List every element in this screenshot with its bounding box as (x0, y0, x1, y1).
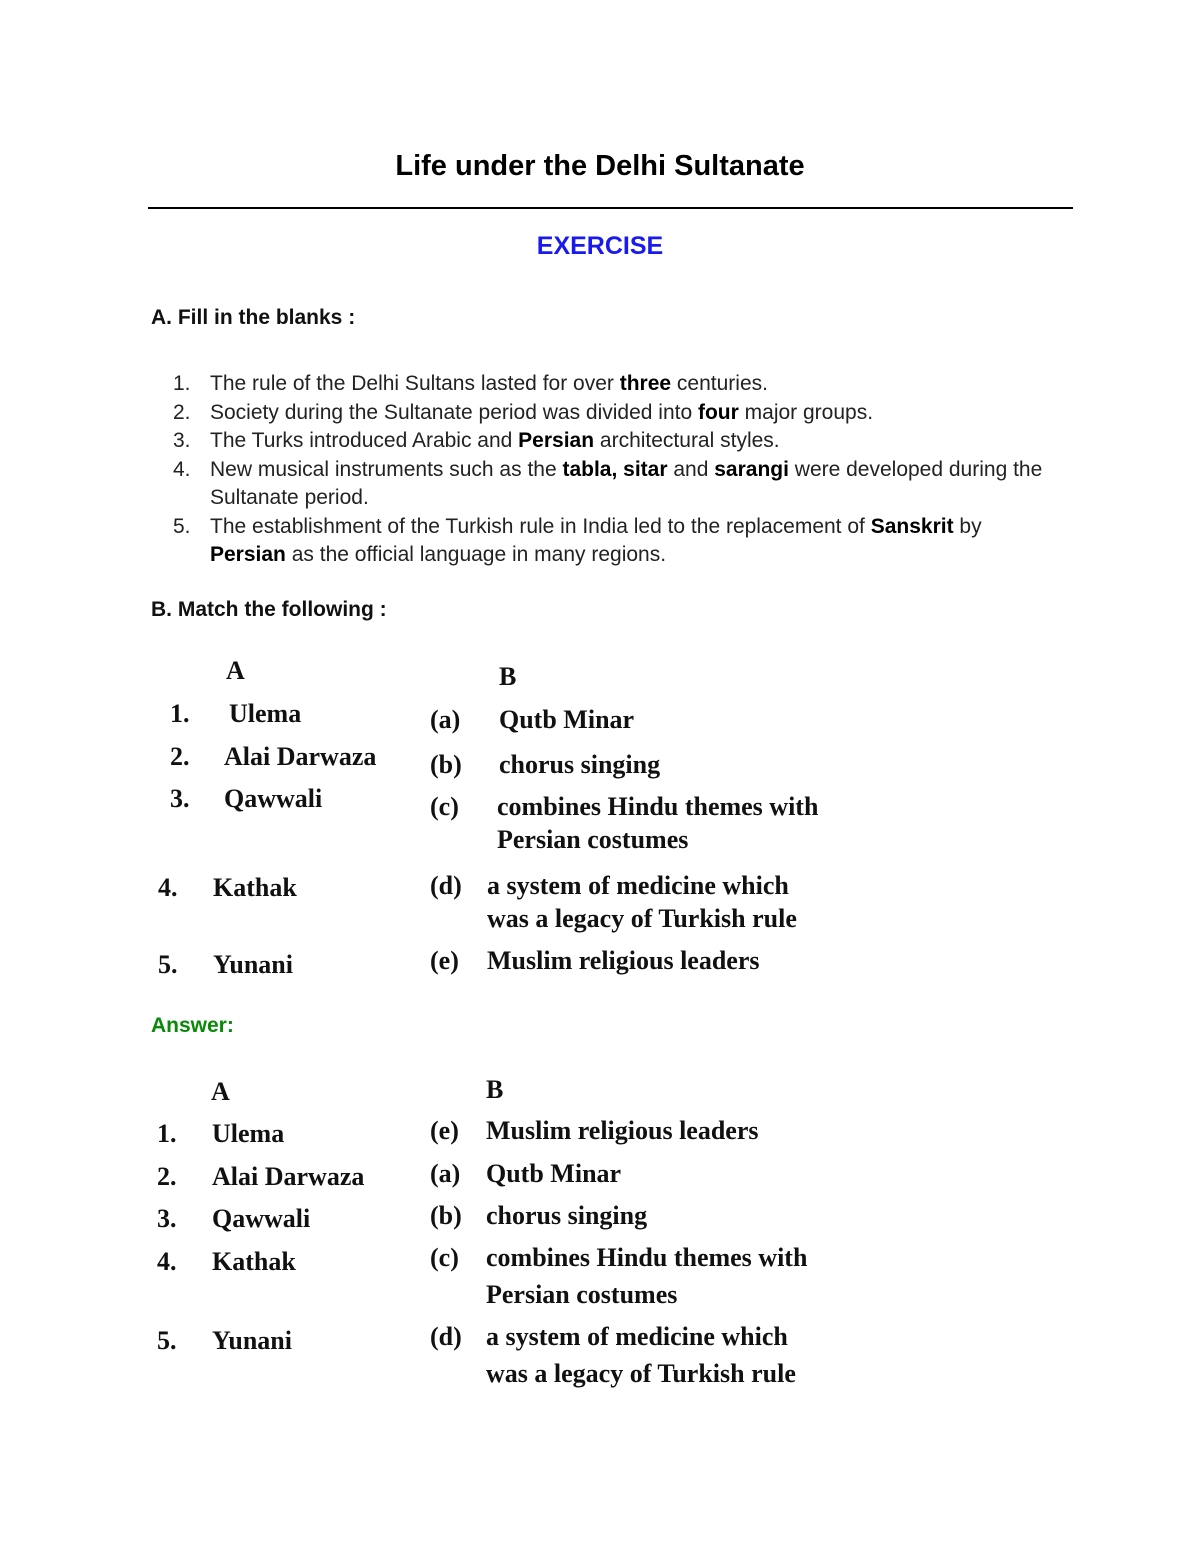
answer-word: Sanskrit (870, 514, 954, 538)
column-b-text: chorus singing (499, 750, 661, 779)
column-a-term: Qawwali (212, 1204, 311, 1233)
sentence-text: and (667, 457, 715, 481)
column-a-term: Ulema (229, 699, 302, 728)
row-number: 2. (157, 1162, 177, 1191)
sentence-text: New musical instruments such as the (210, 457, 563, 481)
column-b-letter: (c) (430, 1243, 459, 1272)
item-number: 1. (173, 372, 191, 395)
exercise-heading: EXERCISE (536, 232, 664, 260)
column-b-letter: (e) (430, 946, 459, 975)
column-a-header: A (211, 1077, 230, 1106)
row-number: 1. (170, 699, 190, 728)
column-a-term: Alai Darwaza (212, 1162, 365, 1191)
column-b-letter: (d) (430, 871, 462, 900)
row-number: 2. (170, 742, 190, 771)
answer-word: three (619, 372, 672, 395)
title-divider (148, 207, 1073, 209)
column-b-text: Muslim religious leaders (487, 946, 760, 975)
sentence-text: The rule of the Delhi Sultans lasted for over (210, 372, 620, 395)
column-b-header: B (486, 1075, 504, 1104)
column-a-term: Ulema (212, 1119, 285, 1148)
column-b-text: combines Hindu themes with (486, 1243, 808, 1272)
column-b-letter: (c) (430, 792, 459, 821)
answer-word: Persian (518, 429, 595, 452)
answer-word: sarangi (714, 457, 789, 481)
section-a-heading: A. Fill in the blanks : (151, 306, 356, 329)
sentence-text: by (953, 514, 982, 538)
sentence-text: as the official language in many regions. (285, 543, 667, 566)
column-b-text: combines Hindu themes with (497, 792, 819, 821)
column-a-term: Yunani (213, 950, 293, 979)
page-title: Life under the Delhi Sultanate (395, 150, 805, 182)
column-b-letter: (d) (430, 1322, 462, 1351)
item-number: 5. (173, 514, 191, 538)
column-b-text: Qutb Minar (499, 705, 635, 734)
item-number: 3. (173, 429, 191, 452)
column-b-letter: (b) (430, 1201, 462, 1230)
section-b-heading: B. Match the following : (151, 598, 387, 621)
row-number: 3. (157, 1204, 177, 1233)
answer-word: Persian (210, 543, 286, 566)
item-number: 4. (173, 457, 191, 481)
column-b-text: Qutb Minar (486, 1159, 622, 1188)
sentence-text: were developed during the Sultanate period. (210, 457, 1043, 509)
fill-blank-item (165, 427, 1045, 456)
item-number: 2. (173, 400, 191, 424)
column-a-term: Yunani (212, 1326, 292, 1355)
fill-blank-item (165, 456, 1045, 513)
sentence-text: centuries. (671, 372, 768, 395)
column-a-header: A (226, 656, 245, 685)
column-b-text: Muslim religious leaders (486, 1116, 759, 1145)
row-number: 4. (157, 1247, 177, 1276)
fill-blank-item (165, 370, 1045, 399)
column-a-term: Kathak (212, 1247, 296, 1276)
column-b-letter: (a) (430, 1159, 461, 1188)
row-number: 3. (170, 784, 190, 813)
sentence-text: The establishment of the Turkish rule in India led to the replacement of (210, 514, 871, 538)
answer-word: tabla, sitar (562, 457, 668, 481)
column-b-text: was a legacy of Turkish rule (487, 904, 797, 933)
row-number: 4. (158, 873, 178, 902)
answer-word: four (697, 400, 739, 424)
column-a-term: Qawwali (224, 784, 323, 813)
column-a-term: Kathak (213, 873, 297, 902)
row-number: 1. (157, 1119, 177, 1148)
fill-in-blanks-list (165, 370, 1045, 570)
column-a-term: Alai Darwaza (224, 742, 377, 771)
column-b-text: Persian costumes (497, 825, 689, 854)
column-b-letter: (e) (430, 1116, 459, 1145)
column-b-letter: (a) (430, 705, 461, 734)
column-b-letter: (b) (430, 750, 462, 779)
fill-blank-item (165, 513, 1045, 570)
sentence-text: major groups. (738, 400, 874, 424)
column-b-header: B (499, 662, 517, 691)
fill-blank-item (165, 399, 1045, 428)
row-number: 5. (158, 950, 178, 979)
column-b-text: Persian costumes (486, 1280, 678, 1309)
answer-label: Answer: (151, 1014, 234, 1037)
column-b-text: chorus singing (486, 1201, 648, 1230)
column-b-text: a system of medicine which (486, 1322, 788, 1351)
sentence-text: The Turks introduced Arabic and (210, 429, 519, 452)
sentence-text: Society during the Sultanate period was divided into (210, 400, 698, 424)
column-b-text: was a legacy of Turkish rule (486, 1359, 796, 1388)
row-number: 5. (157, 1326, 177, 1355)
sentence-text: architectural styles. (594, 429, 780, 452)
column-b-text: a system of medicine which (487, 871, 789, 900)
